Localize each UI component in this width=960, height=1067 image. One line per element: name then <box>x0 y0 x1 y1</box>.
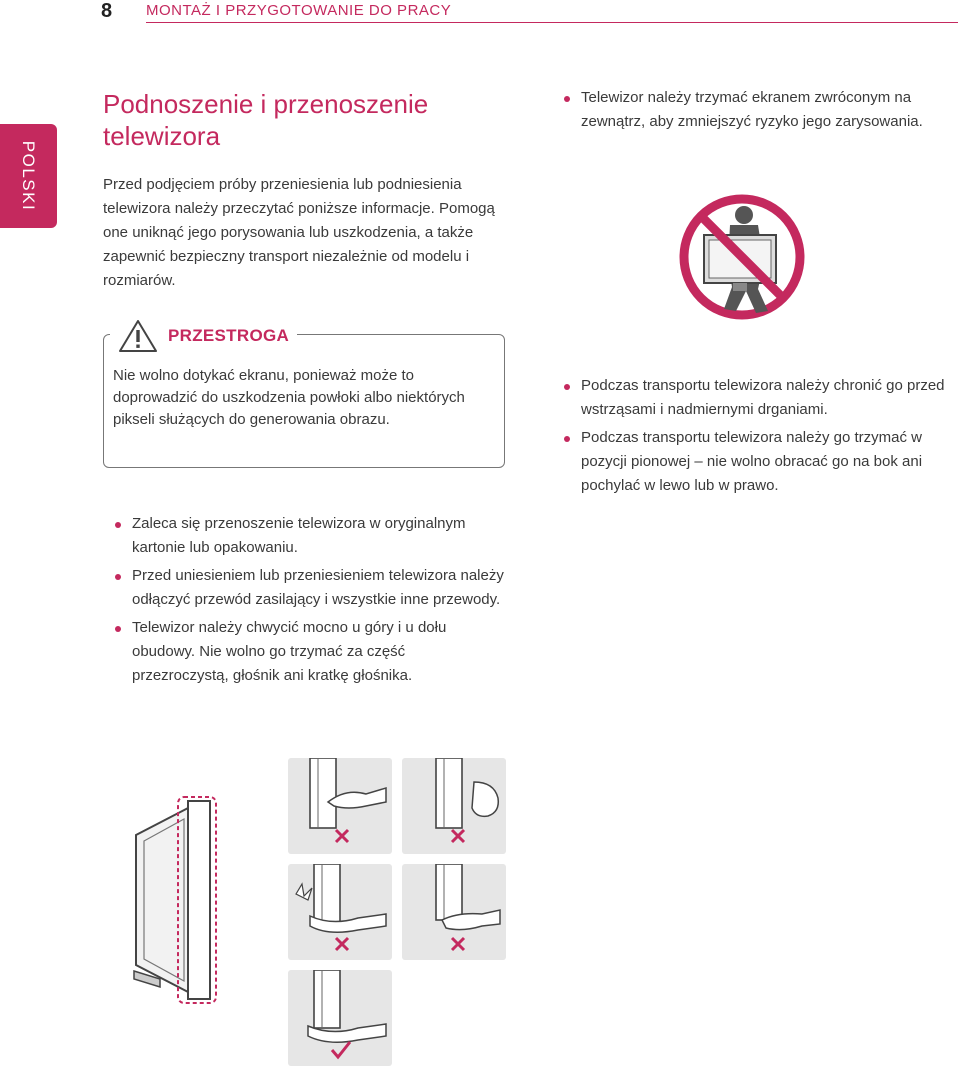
warning-triangle-icon <box>118 319 158 353</box>
list-item: Telewizor należy chwycić mocno u góry i u dołu obudowy. Nie wolno go trzymać za część przezroczystą, głośnik ani kratkę głośnika. <box>114 616 504 688</box>
grip-panel-wrong-2 <box>402 758 506 854</box>
list-item: Podczas transportu telewizora należy go trzymać w pozycji pionowej – nie wolno obracać go na bok ani pochylać w lewo lub w prawo. <box>563 426 948 498</box>
grip-panel-correct <box>288 970 392 1066</box>
caution-header <box>110 318 297 354</box>
header-divider <box>146 22 958 23</box>
cross-mark-icon <box>452 830 464 842</box>
language-label: POLSKI <box>19 140 39 212</box>
left-bullet-list <box>114 512 504 692</box>
tv-edge-illustration <box>130 795 230 1010</box>
check-mark-icon <box>332 1042 350 1057</box>
list-item: Przed uniesieniem lub przeniesieniem telewizora należy odłączyć przewód zasilający i wszystkie inne przewody. <box>114 564 504 612</box>
grip-panel-wrong-3 <box>288 864 392 960</box>
intro-paragraph: Przed podjęciem próby przeniesienia lub podniesienia telewizora należy przeczytać poniższe informacje. Pomogą one uniknąć jego porysowania lub uszkodzenia, a także zapewnić bezpieczny transport niezależnie od modelu i rozmiarów. <box>103 176 495 289</box>
chapter-title: MONTAŻ I PRZYGOTOWANIE DO PRACY <box>146 2 452 19</box>
caution-title: PRZESTROGA <box>168 326 290 345</box>
caution-text: Nie wolno dotykać ekranu, ponieważ może to doprowadzić do uszkodzenia powłoki albo niektórych pikseli służących do generowania obrazu. <box>113 367 465 428</box>
page-number: 8 <box>101 0 113 22</box>
right-bottom-bullet-list <box>563 374 948 502</box>
list-item: Podczas transportu telewizora należy chronić go przed wstrząsami i nadmiernymi drganiami. <box>563 374 948 422</box>
section-title: Podnoszenie i przenoszenie telewizora <box>103 89 429 151</box>
list-item: Telewizor należy trzymać ekranem zwróconym na zewnątrz, aby zmniejszyć ryzyko jego zarysowania. <box>563 86 948 134</box>
prohibited-carry-icon <box>678 193 806 321</box>
cross-mark-icon <box>452 938 464 950</box>
grip-panel-wrong-1 <box>288 758 392 854</box>
language-tab <box>0 124 57 228</box>
list-item: Zaleca się przenoszenie telewizora w oryginalnym kartonie lub opakowaniu. <box>114 512 504 560</box>
right-top-bullet-list <box>563 86 948 138</box>
grip-panel-wrong-4 <box>402 864 506 960</box>
cross-mark-icon <box>336 830 348 842</box>
cross-mark-icon <box>336 938 348 950</box>
